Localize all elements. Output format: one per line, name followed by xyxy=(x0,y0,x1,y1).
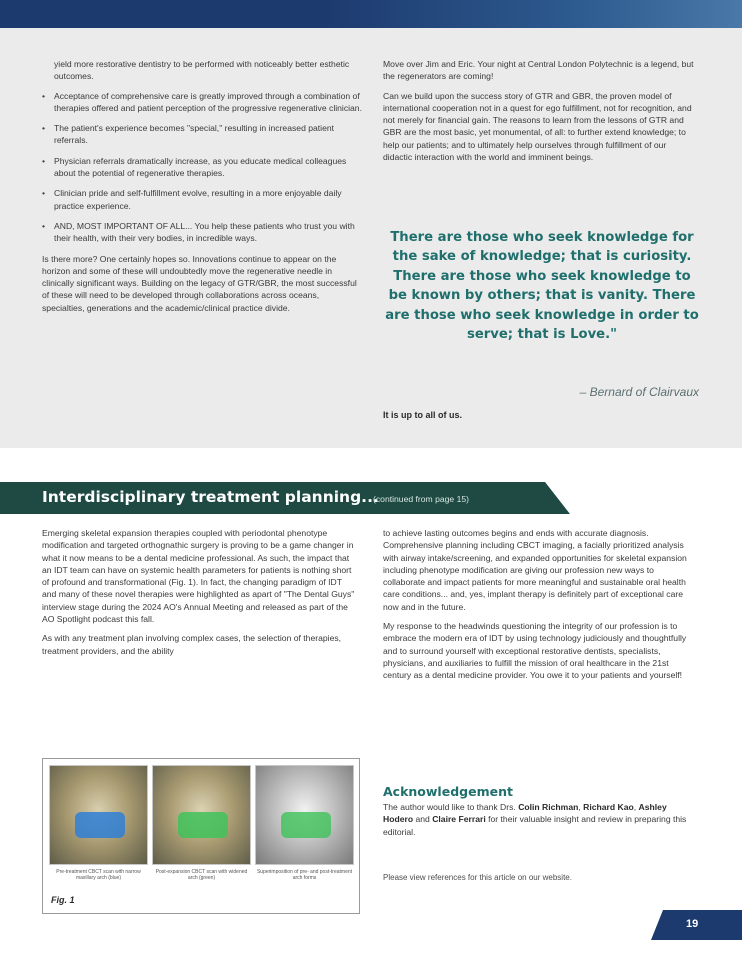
banner-subtitle: (continued from page 15) xyxy=(373,494,470,504)
right-bottom-paragraph-1: to achieve lasting outcomes begins and ends with accurate diagnosis. Comprehensive planning including CBCT imaging, a facially prioritized analysis with airway intake/screening, and expanded opportunities for skeletal expansion including phenotype modification are giving our profession new ways to collaborate and impact patients for more meaningful and sustainable oral health care conditions... and, yes, implant therapy is definitely part of exceptional care now and in the future. xyxy=(383,528,687,612)
figure-label: Fig. 1 xyxy=(51,895,75,905)
acknowledgement-text: The author would like to thank Drs. Colin Richman, Richard Kao, Ashley Hodero and Claire Ferrari for their valuable insight and review in preparing this editorial. xyxy=(383,802,687,837)
pull-quote: There are those who seek knowledge for the sake of knowledge; that is curiosity. There are those who seek knowledge to be known by others; that is vanity. There are those who seek knowledge in order to serve; that is Love." xyxy=(385,230,699,343)
figure-1 xyxy=(42,758,360,914)
left-column-bottom xyxy=(42,527,357,664)
maxillary-arch-highlight xyxy=(281,812,331,838)
ack-text-start: The author would like to thank Drs. xyxy=(383,802,516,812)
left-bottom-paragraph-1: Emerging skeletal expansion therapies coupled with periodontal phenotype modification and targeted orthognathic surgery is proving to be a game changer in what it now means to be a dental medicine professional. As such, the impact that an IDT team can have on systemic health parameters for patients is nothing short of profound and transformational (Fig. 1). In fact, the changing paradigm of IDT and many of these novel therapies were highlighted as apart of "The Dental Guys" interview stage during the 2024 AO's Annual Meeting and released as part of the AO Spotlight podcast this fall. xyxy=(42,528,355,625)
cbct-image-overlay xyxy=(255,765,354,865)
left-closing-paragraph: Is there more? One certainly hopes so. Innovations continue to appear on the horizon and some of these will undoubtedly move the regenerative needle in clinically significant ways. Building on the legacy of GTR/GBR, the most successful of these will need to be developed through collaborations across oceans, specialties, generations and the academic/clinical practice divide. xyxy=(42,253,357,313)
benefits-list xyxy=(42,90,362,245)
left-intro-text: yield more restorative dentistry to be performed with noticeably better esthetic outcomes. xyxy=(54,59,350,82)
ack-name: Claire Ferrari xyxy=(432,814,486,825)
right-bottom-paragraph-2: My response to the headwinds questioning the integrity of our profession is to embrace the modern era of IDT by using technology judiciously and thoughtfully and to surround yourself with exceptional restorative dentists, specialists, physicians, and auxiliaries to fulfill the mission of oral healthcare in the 21st century as a dental medicine provider. You owe it to your patients and yourself! xyxy=(383,621,687,681)
ack-name: Ashley Hodero xyxy=(383,802,667,825)
ack-name: Richard Kao xyxy=(583,802,634,812)
list-item: • Physician referrals dramatically increase, as you educate medical colleagues about the potential of regenerative therapies. xyxy=(42,155,362,180)
figure-caption: Superimposition of pre- and post-treatment arch forms xyxy=(256,869,353,882)
cbct-image-pre xyxy=(49,765,148,865)
maxillary-arch-highlight xyxy=(178,812,228,838)
right-paragraph-1: Move over Jim and Eric. Your night at Central London Polytechnic is a legend, but the regenerators are coming! xyxy=(383,59,694,82)
cbct-image-post xyxy=(152,765,251,865)
top-header-band xyxy=(0,0,742,28)
quote-attribution: – Bernard of Clairvaux xyxy=(579,385,699,399)
closing-line: It is up to all of us. xyxy=(383,410,463,420)
right-paragraph-2: Can we build upon the success story of GTR and GBR, the proven model of international cooperation not in a quest for ego fulfillment, not for recognition, and not merely for financial gain. The reasons to learn from the lessons of GTR and GBR are the most basic, yet monumental, of all: to further extend knowledge; to help our patients; and to ultimately help ourselves through fulfillment of our didactic interaction with the world and imminent beings. xyxy=(383,90,692,163)
figure-caption: Pre-treatment CBCT scan with narrow maxillary arch (blue) xyxy=(56,869,141,882)
header-gradient xyxy=(322,0,742,28)
left-column-top xyxy=(42,58,362,321)
maxillary-arch-highlight xyxy=(75,812,125,838)
list-item: • Acceptance of comprehensive care is greatly improved through a combination of therapies offered and patient perception of the progressive regenerative clinician. xyxy=(42,90,362,115)
acknowledgement-title: Acknowledgement xyxy=(383,784,513,799)
references-link[interactable]: Please view references for this article on our website. xyxy=(383,873,572,882)
page-number: 19 xyxy=(686,918,699,930)
banner-title: Interdisciplinary treatment planning... xyxy=(42,488,379,506)
list-item: • AND, MOST IMPORTANT OF ALL... You help these patients who trust you with their health, with their very bodies, in incredible ways. xyxy=(42,220,362,245)
ack-text-end: for their valuable insight and review in preparing this editorial. xyxy=(383,814,687,837)
ack-name: Colin Richman xyxy=(518,802,579,812)
right-column-top xyxy=(383,58,695,170)
figure-caption: Post-expansion CBCT scan with widened arch (green) xyxy=(155,869,248,882)
list-item: • The patient's experience becomes "special," resulting in increased patient referrals. xyxy=(42,122,362,147)
list-item: • Clinician pride and self-fulfillment evolve, resulting in a more enjoyable daily practice experience. xyxy=(42,187,362,212)
right-column-bottom xyxy=(383,527,698,689)
left-bottom-paragraph-2: As with any treatment plan involving complex cases, the selection of therapies, treatment providers, and the ability xyxy=(42,633,342,656)
